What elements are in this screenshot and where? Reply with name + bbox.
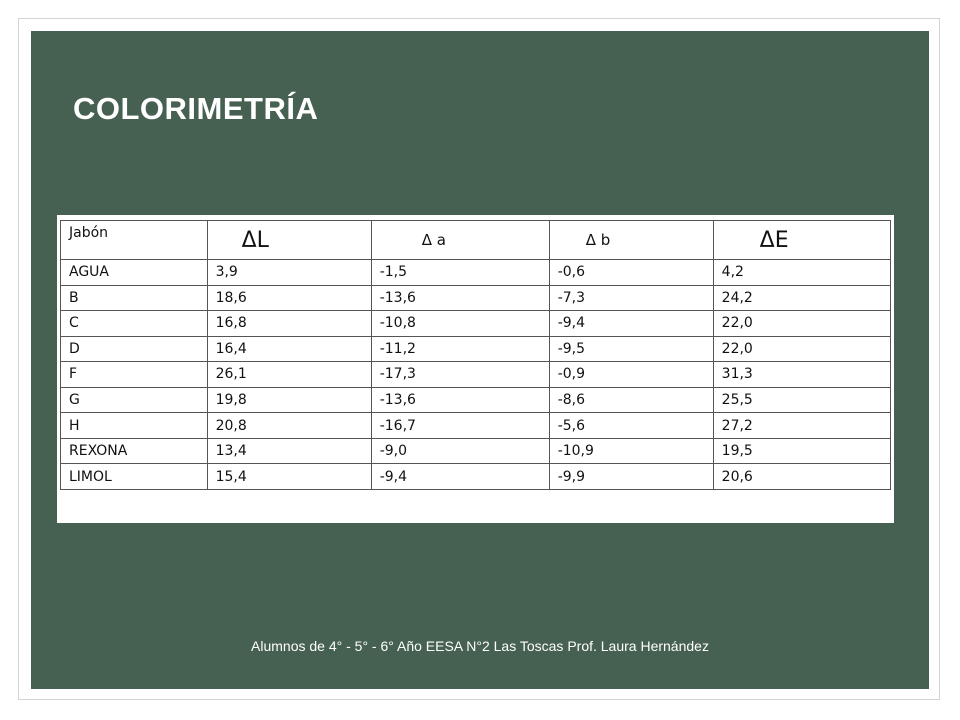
cell-delta-a: -17,3 bbox=[371, 362, 549, 388]
cell-soap: D bbox=[61, 336, 208, 362]
table-row bbox=[61, 413, 891, 439]
colorimetry-table-image bbox=[57, 215, 894, 523]
header-delta-a-label: Δ a bbox=[421, 231, 446, 249]
cell-delta-a: -9,4 bbox=[371, 464, 549, 490]
cell-delta-l: 26,1 bbox=[207, 362, 371, 388]
cell-delta-e: 22,0 bbox=[713, 311, 890, 337]
cell-delta-a: -9,0 bbox=[371, 438, 549, 464]
table-row bbox=[61, 311, 891, 337]
cell-delta-e: 20,6 bbox=[713, 464, 890, 490]
cell-delta-l: 13,4 bbox=[207, 438, 371, 464]
table-row bbox=[61, 464, 891, 490]
cell-delta-e: 25,5 bbox=[713, 387, 890, 413]
cell-delta-l: 3,9 bbox=[207, 260, 371, 286]
slide-title: COLORIMETRÍA bbox=[73, 91, 319, 126]
cell-delta-e: 27,2 bbox=[713, 413, 890, 439]
slide-footer: Alumnos de 4° - 5° - 6° Año EESA N°2 Las Toscas Prof. Laura Hernández bbox=[251, 638, 709, 654]
cell-delta-b: -9,5 bbox=[549, 336, 713, 362]
cell-delta-a: -11,2 bbox=[371, 336, 549, 362]
cell-delta-l: 16,8 bbox=[207, 311, 371, 337]
cell-delta-a: -13,6 bbox=[371, 387, 549, 413]
cell-delta-a: -16,7 bbox=[371, 413, 549, 439]
cell-delta-l: 20,8 bbox=[207, 413, 371, 439]
slide bbox=[31, 31, 929, 689]
header-delta-l-label: ΔL bbox=[241, 227, 269, 253]
header-delta-e bbox=[713, 221, 890, 260]
cell-soap: G bbox=[61, 387, 208, 413]
cell-soap: AGUA bbox=[61, 260, 208, 286]
table-row bbox=[61, 438, 891, 464]
table-row bbox=[61, 336, 891, 362]
cell-delta-b: -7,3 bbox=[549, 285, 713, 311]
cell-soap: C bbox=[61, 311, 208, 337]
cell-delta-a: -1,5 bbox=[371, 260, 549, 286]
cell-delta-b: -0,9 bbox=[549, 362, 713, 388]
header-delta-b-label: Δ b bbox=[585, 231, 611, 249]
cell-delta-b: -9,4 bbox=[549, 311, 713, 337]
cell-delta-l: 15,4 bbox=[207, 464, 371, 490]
colorimetry-table bbox=[60, 220, 891, 490]
cell-delta-b: -10,9 bbox=[549, 438, 713, 464]
table-row bbox=[61, 260, 891, 286]
cell-delta-b: -0,6 bbox=[549, 260, 713, 286]
cell-delta-a: -13,6 bbox=[371, 285, 549, 311]
cell-delta-b: -9,9 bbox=[549, 464, 713, 490]
cell-soap: LIMOL bbox=[61, 464, 208, 490]
cell-soap: H bbox=[61, 413, 208, 439]
table-header-row bbox=[61, 221, 891, 260]
table-row bbox=[61, 387, 891, 413]
table-row bbox=[61, 362, 891, 388]
cell-soap: F bbox=[61, 362, 208, 388]
cell-delta-e: 24,2 bbox=[713, 285, 890, 311]
cell-delta-l: 19,8 bbox=[207, 387, 371, 413]
cell-delta-l: 18,6 bbox=[207, 285, 371, 311]
header-delta-a bbox=[371, 221, 549, 260]
cell-soap: B bbox=[61, 285, 208, 311]
cell-delta-a: -10,8 bbox=[371, 311, 549, 337]
header-delta-b bbox=[549, 221, 713, 260]
cell-delta-e: 4,2 bbox=[713, 260, 890, 286]
header-delta-l bbox=[207, 221, 371, 260]
cell-delta-l: 16,4 bbox=[207, 336, 371, 362]
cell-delta-e: 22,0 bbox=[713, 336, 890, 362]
cell-soap: REXONA bbox=[61, 438, 208, 464]
cell-delta-b: -8,6 bbox=[549, 387, 713, 413]
table-row bbox=[61, 285, 891, 311]
cell-delta-b: -5,6 bbox=[549, 413, 713, 439]
header-soap: Jabón bbox=[61, 221, 208, 260]
cell-delta-e: 19,5 bbox=[713, 438, 890, 464]
header-delta-e-label: ΔE bbox=[759, 227, 789, 253]
cell-delta-e: 31,3 bbox=[713, 362, 890, 388]
